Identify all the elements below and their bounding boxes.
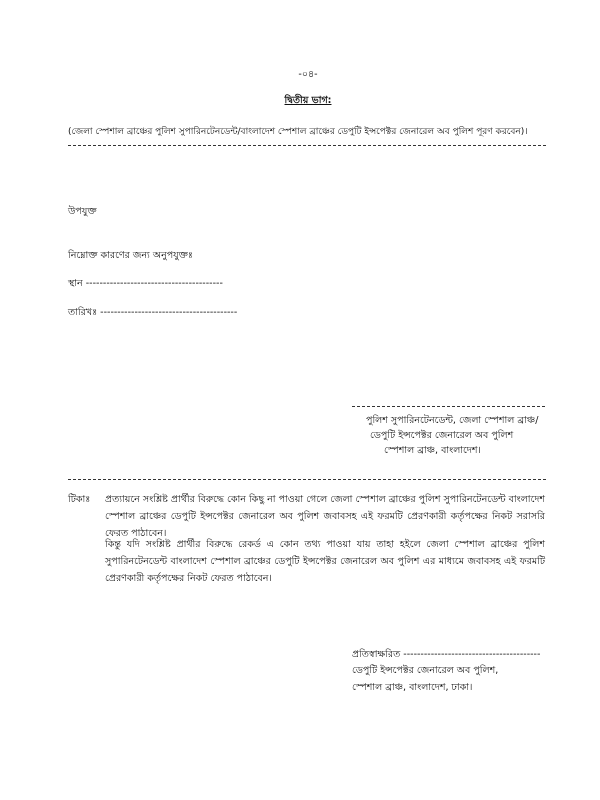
divider xyxy=(68,145,546,146)
date-blank: ---------------------------------------- xyxy=(100,307,238,318)
note-label: টিকাঃ xyxy=(68,494,91,505)
divider xyxy=(68,479,546,480)
date-label: তারিখঃ xyxy=(68,307,98,318)
date-field xyxy=(68,306,237,321)
note-paragraph-1: প্রত্যায়নে সংশ্লিষ্ট প্রার্থীর বিরুদ্ধে কোন কিছু না পাওয়া গেলে জেলা স্পেশাল ব্রাঞ্চের পুলিশ সুপারিনটেনডেন্ট বাংলাদেশ স্পেশাল ব্রাঞ্চের ডেপুটি ইন্সপেক্টর জেনারেল অব পুলিশ জবাবসহ এই ফরমটি প্রেরণকারী কর্তৃপক্ষের নিকট সরাসরি ফেরত পাঠাবেন। xyxy=(105,494,545,539)
signature-title-3: স্পেশাল ব্রাঞ্চ, বাংলাদেশ। xyxy=(384,445,481,456)
suitable-label: উপযুক্ত xyxy=(68,206,97,217)
countersign-label: প্রতিস্বাক্ষরিত xyxy=(352,649,401,660)
place-field xyxy=(68,277,223,292)
note-paragraph-2: কিন্তু যদি সংশ্লিষ্ট প্রার্থীর বিরুদ্ধে রেকর্ড এ কোন তথ্য পাওয়া যায় তাহা হইলে জেলা স্পেশাল ব্রাঞ্চের পুলিশ সুপারিনটেনডেন্ট বাংলাদেশ স্পেশাল ব্রাঞ্চের ডেপুটি ইন্সপেক্টর জেনারেল অব পুলিশ এর মাধ্যমে জবাবসহ এই ফরমটি প্রেরণকারী কর্তৃপক্ষের নিকট ফেরত পাঠাবেন। xyxy=(105,539,545,584)
countersign-title-1: ডেপুটি ইন্সপেক্টর জেনারেল অব পুলিশ, xyxy=(352,665,499,676)
signature-title-1: পুলিশ সুপারিনটেনডেন্ট, জেলা স্পেশাল ব্রাঞ্চ/ xyxy=(366,415,539,426)
countersign-blank: ---------------------------------------- xyxy=(403,649,541,660)
place-label: স্থান xyxy=(68,278,83,289)
instruction-text: (জেলা স্পেশাল ব্রাঞ্চের পুলিশ সুপারিনটেনডেন্ট/বাংলাদেশ স্পেশাল ব্রাঞ্চের ডেপুটি ইন্সপেক্টর জেনারেল অব পুলিশ পূরণ করবেন)। xyxy=(68,127,528,137)
countersign-field xyxy=(352,648,540,663)
place-blank: ---------------------------------------- xyxy=(85,278,223,289)
countersign-title-2: স্পেশাল ব্রাঞ্চ, বাংলাদেশ, ঢাকা। xyxy=(352,682,473,693)
section-heading: দ্বিতীয় ভাগ: xyxy=(284,95,332,106)
signature-title-2: ডেপুটি ইন্সপেক্টর জেনারেল অব পুলিশ xyxy=(370,430,514,441)
unsuitable-label: নিম্নোক্ত কারণের জন্য অনুপযুক্তঃ xyxy=(68,250,193,261)
signature-line xyxy=(352,406,545,407)
page-number: -০৪- xyxy=(298,69,318,80)
